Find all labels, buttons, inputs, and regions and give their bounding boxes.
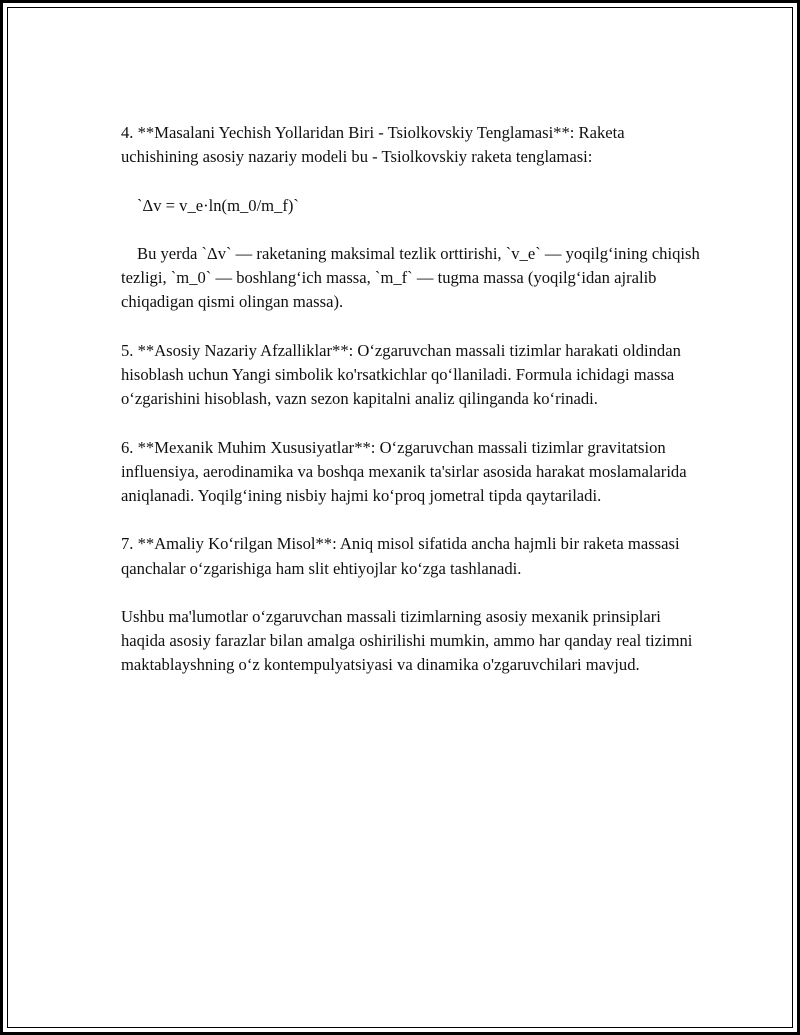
paragraph-tsiolkovskiy: 4. **Masalani Yechish Yollaridan Biri - Tsiolkovskiy Tenglamasi**: Raketa uchishining asosiy nazariy modeli bu - Tsiolkovskiy raketa tenglamasi: xyxy=(121,123,625,167)
paragraph-conclusion: Ushbu ma'lumotlar oʻzgaruvchan massali tizimlarning asosiy mexanik prinsiplari haqida asosiy farazlar bilan amalga oshirilishi mumkin, ammo har qanday real tizimni maktablayshning oʻz kontempulyatsiyasi va dinamika o'zgaruvchilari mavjud. xyxy=(121,606,693,675)
document-body xyxy=(121,121,706,702)
rocket-equation-formula: `Δv = v_e·ln(m_0/m_f)` xyxy=(137,195,299,215)
paragraph-practical-example: 7. **Amaliy Koʻrilgan Misol**: Aniq misol sifatida ancha hajmli bir raketa massasi qanchalar oʻzgarishiga ham slit ehtiyojlar koʻzga tashlanadi. xyxy=(121,534,680,578)
paragraph-formula-explanation: Bu yerda `Δv` — raketaning maksimal tezlik orttirishi, `v_e` — yoqilgʻining chiqish tezligi, `m_0` — boshlangʻich massa, `m_f` — tugma massa (yoqilgʻidan ajralib chiqadigan qismi olingan massa). xyxy=(121,243,700,312)
paragraph-mechanical-features: 6. **Mexanik Muhim Xususiyatlar**: Oʻzgaruvchan massali tizimlar gravitatsion influensiya, aerodinamika va boshqa mexanik ta'sirlar asosida harakat moslamalarida aniqlanadi. Yoqilgʻining nisbiy hajmi koʻproq jometral tipda qaytariladi. xyxy=(121,437,687,505)
paragraph-theoretical-advantages: 5. **Asosiy Nazariy Afzalliklar**: Oʻzgaruvchan massali tizimlar harakati oldindan hisoblash uchun Yangi simbolik ko'rsatkichlar qoʻllaniladi. Formula ichidagi massa oʻzgarishini hisoblash, vazn sezon kapitalni analiz qilinganda koʻrinadi. xyxy=(121,340,681,409)
